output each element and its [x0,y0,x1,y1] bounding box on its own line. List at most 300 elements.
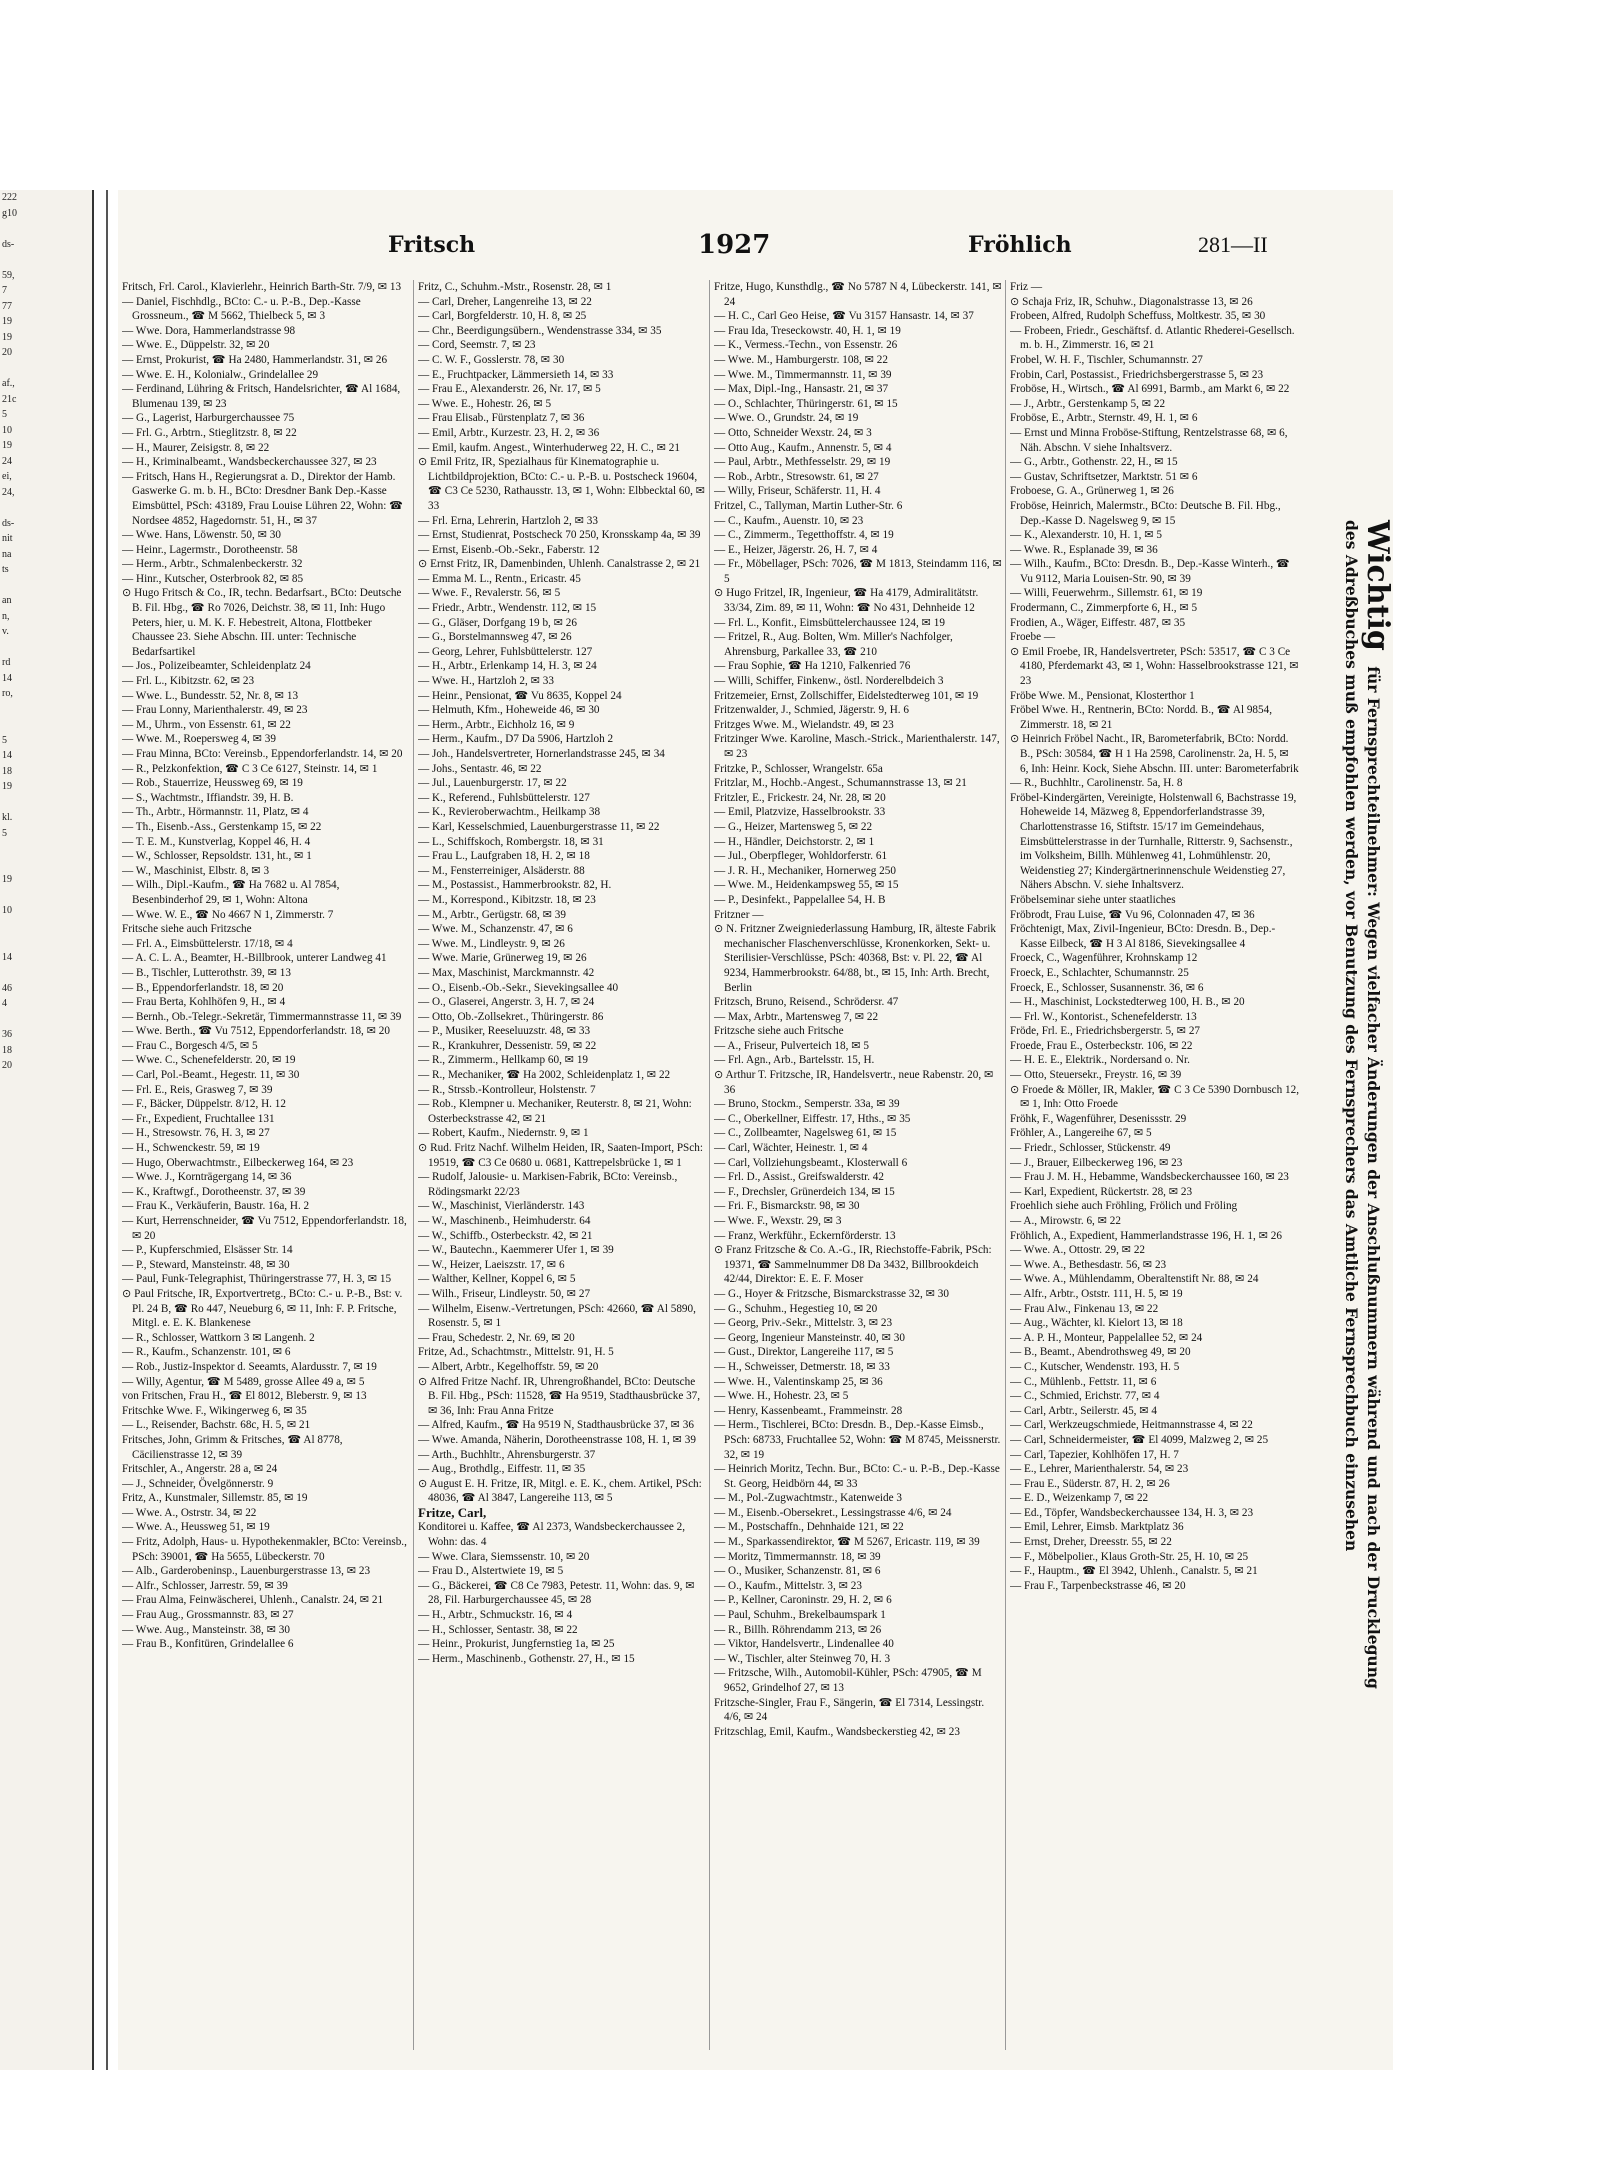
notice-line-2: des Adreßbuches muß empfohlen werden, vor Benutzung des Fernsprechers das Amtliche Fernsprechbuch einzusehen [1342,520,1361,1552]
directory-entry: — Carl, Borgfelderstr. 10, H. 8, ✉ 25 [418,310,587,323]
directory-entry: — Frau Sophie, ☎ Ha 1210, Falkenried 76 [714,660,911,673]
previous-page-fragment: 222 [2,192,17,203]
directory-entry: — M., Postassist., Hammerbrookstr. 82, H. [418,879,612,892]
directory-entry: — Fritzsche, Wilh., Automobil-Kühler, PSch: 47905, ☎ M 9652, Grindelhof 27, ✉ 13 [714,1667,982,1694]
directory-entry: — K., Kraftwgf., Dorotheenstr. 37, ✉ 39 [122,1185,306,1198]
directory-entry: — Hugo, Oberwachtmstr., Eilbeckerweg 164, ✉ 23 [122,1156,354,1169]
directory-entry: Froböse, Heinrich, Malermstr., BCto: Deutsche B. Fil. Hbg., Dep.-Kasse D. Nagelsweg 9, ✉ 15 [1010,499,1281,527]
previous-page-fragment: 19 [2,316,12,327]
directory-entry: — Heinr., Lagermstr., Dorotheenstr. 58 [122,543,298,556]
previous-page-fragment: 18 [2,1044,12,1056]
directory-entry: — Alb., Garderobeninsp., Lauenburgerstrasse 13, ✉ 23 [122,1565,371,1578]
directory-entry: — Frl. L., Kibitzstr. 62, ✉ 23 [122,675,255,688]
directory-entry: — Wwe. M., Lindleystr. 9, ✉ 26 [418,937,565,950]
directory-entry: — Wwe. A., Heussweg 51, ✉ 19 [122,1521,270,1534]
column-3 [714,280,1006,2050]
directory-entry: — C., Kutscher, Wendenstr. 193, H. 5 [1010,1360,1180,1373]
previous-page-fragment: 24 [2,455,12,467]
directory-entry: ⊙ Rud. Fritz Nachf. Wilhelm Heiden, IR, Saaten-Import, PSch: 19519, ☎ C3 Ce 0680 u. 0681, Kattrepelsbrücke 1, ✉ 1 [418,1142,703,1169]
directory-entry: — Ernst, Dreher, Dreesstr. 55, ✉ 22 [1010,1536,1172,1549]
previous-page-fragment: 5 [2,734,7,746]
directory-entry: — Bernh., Ob.-Telegr.-Sekretär, Timmermannstrasse 11, ✉ 39 [122,1010,402,1023]
directory-entry: — Joh., Handelsvertreter, Hornerlandstrasse 245, ✉ 34 [418,748,665,760]
directory-entry: — Arth., Buchhltr., Ahrensburgerstr. 37 [418,1448,596,1461]
directory-entry: — Wwe. F., Revalerstr. 56, ✉ 5 [418,587,561,600]
directory-entry: Fritzges Wwe. M., Wielandstr. 49, ✉ 23 [714,718,894,731]
directory-entry: Froede, Frau E., Osterbeckstr. 106, ✉ 22 [1010,1039,1193,1052]
directory-entry: — Daniel, Fischhdlg., BCto: C.- u. P.-B., Dep.-Kasse Grossneum., ☎ M 5662, Thielbeck 5, ✉ 3 [122,295,361,323]
directory-entry: — Frau E., Alexanderstr. 26, Nr. 17, ✉ 5 [418,383,601,396]
directory-entry: — W., Schiffb., Osterbeckstr. 42, ✉ 21 [418,1229,593,1242]
directory-entry: ⊙ Ernst Fritz, IR, Damenbinden, Uhlenh. Canalstrasse 2, ✉ 21 [418,558,701,571]
directory-entry: — G., Arbtr., Gothenstr. 22, H., ✉ 15 [1010,456,1178,469]
directory-entry: — H. E. E., Elektrik., Nordersand o. Nr. [1010,1054,1190,1067]
previous-page-fragment: af., [2,378,15,389]
previous-page-fragment: 5 [2,827,7,839]
directory-entry: — Wwe. A., Ostrstr. 34, ✉ 22 [122,1506,257,1519]
directory-entry: — Frl. W., Kontorist., Schenefelderstr. 13 [1010,1010,1197,1023]
directory-entry: — Wwe. Dora, Hammerlandstrasse 98 [122,324,296,337]
directory-entry: — Willy, Friseur, Schäferstr. 11, H. 4 [714,485,881,498]
previous-page-fragment: ei, [2,471,12,482]
directory-entry: — Robert, Kaufm., Niedernstr. 9, ✉ 1 [418,1127,589,1140]
directory-entry: — Wwe. J., Kornträgergang 14, ✉ 36 [122,1171,292,1184]
directory-entry: — L., Schiffskoch, Rombergstr. 18, ✉ 31 [418,835,604,848]
previous-page-fragment: 10 [2,905,12,916]
directory-entry: — F., Bäcker, Düppelstr. 8/12, H. 12 [122,1098,286,1111]
previous-page-fragment: 36 [2,1029,12,1040]
directory-entry: ⊙ Emil Froebe, IR, Handelsvertreter, PSch: 53517, ☎ C 3 Ce 4180, Pferdemarkt 43, ✉ 1, Wohn: Hasselbrookstrasse 121, ✉ 23 [1010,645,1299,688]
directory-entry: — Karl, Expedient, Rückertstr. 28, ✉ 23 [1010,1185,1193,1198]
directory-entry: — Wwe. M., Timmermannstr. 11, ✉ 39 [714,368,892,381]
notice-title: Wichtig [1360,520,1395,651]
directory-entry: — Franz, Werkführ., Eckernförderstr. 13 [714,1229,896,1242]
directory-entry: — C., Zimmerm., Tegetthoffstr. 4, ✉ 19 [714,529,894,542]
directory-entry: — Wwe. C., Schenefelderstr. 20, ✉ 19 [122,1054,296,1067]
directory-entry: Fritsch, Frl. Carol., Klavierlehr., Heinrich Barth-Str. 7/9, ✉ 13 [122,281,402,293]
directory-entry: — Willi, Feuerwehrm., Sillemstr. 61, ✉ 19 [1010,587,1203,600]
directory-columns [122,280,1304,2050]
directory-entry: ⊙ Alfred Fritze Nachf. IR, Uhrengroßhandel, BCto: Deutsche B. Fil. Hbg., PSch: 11528, ☎ Ha 9519, Stadthausbrücke 37, ✉ 36, Inh: Frau Anna Fritze [418,1375,701,1417]
directory-entry: ⊙ N. Fritzner Zweigniederlassung Hamburg, IR, älteste Fabrik mechanischer Flaschenverschlüsse, Kronenkorken, Sekt- u. Sterilisier-Verschlüsse, PSch: 40368, Bst: v. Pl. 22, ☎ Al 9234, Hammerbrookstr. 64/88, bt., ✉ 15, Inh: Arth. Brecht, Berlin [714,923,996,994]
directory-entry: — J., Arbtr., Gerstenkamp 5, ✉ 22 [1010,397,1166,410]
directory-entry: Fritzinger Wwe. Karoline, Masch.-Strick., Marienthalerstr. 147, ✉ 23 [714,733,1000,760]
directory-entry: — B., Eppendorferlandstr. 18, ✉ 20 [122,981,284,994]
directory-entry: — H., Schwenckestr. 59, ✉ 19 [122,1142,260,1155]
directory-entry: — P., Steward, Mansteinstr. 48, ✉ 30 [122,1258,290,1271]
directory-entry: — Cord, Seemstr. 7, ✉ 23 [418,339,536,352]
directory-entry: — K., Referend., Fuhlsbüttelerstr. 127 [418,791,590,804]
directory-entry: — Frau F., Tarpenbeckstrasse 46, ✉ 20 [1010,1579,1186,1592]
previous-page-fragment [0,500,92,516]
previous-page-fragment: an [2,595,12,606]
directory-entry: — Gustav, Schriftsetzer, Marktstr. 51 ✉ 6 [1010,470,1198,483]
directory-entry: ⊙ Arthur T. Fritzsche, IR, Handelsvertr., neue Rabenstr. 20, ✉ 36 [714,1069,994,1096]
directory-entry: ⊙ Froede & Möller, IR, Makler, ☎ C 3 Ce 5390 Dornbusch 12, ✉ 1, Inh: Otto Froede [1010,1083,1300,1111]
column-4 [1010,280,1302,2050]
directory-entry: ⊙ August E. H. Fritze, IR, Mitgl. e. E. K., chem. Artikel, PSch: 48036, ☎ Al 3847, Langereihe 113, ✉ 5 [418,1477,702,1505]
directory-entry: — Georg, Priv.-Sekr., Mittelstr. 3, ✉ 23 [714,1317,893,1330]
directory-entry: Froehlich siehe auch Fröhling, Frölich und Fröling [1010,1200,1238,1213]
directory-entry: — Aug., Brothdlg., Eiffestr. 11, ✉ 35 [418,1463,586,1476]
directory-entry: — Frau Alma, Feinwäscherei, Uhlenh., Canalstr. 24, ✉ 21 [122,1594,384,1607]
directory-entry: Fritzlar, M., Hochb.-Angest., Schumannstrasse 13, ✉ 21 [714,777,967,790]
directory-entry: Konditorei u. Kaffee, ☎ Al 2373, Wandsbeckerchaussee 2, Wohn: das. 4 [418,1521,686,1549]
directory-entry: — Wwe. M., Roepersweg 4, ✉ 39 [122,733,276,746]
directory-entry: — J., Schneider, Övelgönnerstr. 9 [122,1477,274,1490]
directory-entry: Fritzemeier, Ernst, Zollschiffer, Eidelstedterweg 101, ✉ 19 [714,689,979,702]
directory-entry: — Frl. Agn., Arb., Bartelsstr. 15, H. [714,1054,875,1067]
previous-page-fragment: 10 [2,424,12,436]
directory-entry: — Kurt, Herrenschneider, ☎ Vu 7512, Eppendorferlandstr. 18, ✉ 20 [122,1215,407,1242]
directory-entry: — Frau E., Süderstr. 87, H. 2, ✉ 26 [1010,1477,1170,1490]
directory-entry: — P., Kupferschmied, Elsässer Str. 14 [122,1244,293,1257]
directory-entry: — Rob., Justiz-Inspektor d. Seeamts, Alardusstr. 7, ✉ 19 [122,1360,377,1373]
directory-entry: — Wwe. R., Esplanade 39, ✉ 36 [1010,543,1158,556]
directory-entry: — F., Möbelpolier., Klaus Groth-Str. 25, H. 10, ✉ 25 [1010,1550,1249,1563]
directory-entry: — W., Maschinist, Vierländerstr. 143 [418,1200,585,1213]
page-gutter [106,190,108,2070]
directory-entry: — W., Maschinist, Elbstr. 8, ✉ 3 [122,864,270,877]
directory-entry: — R., Zimmerm., Hellkamp 60, ✉ 19 [418,1054,589,1067]
directory-entry: — Wwe. Hans, Löwenstr. 50, ✉ 30 [122,529,281,542]
directory-entry: Fritzenwalder, J., Schmied, Jägerstr. 9, H. 6 [714,704,909,717]
previous-page-fragment: 18 [2,765,12,777]
directory-entry: — H., Stresowstr. 76, H. 3, ✉ 27 [122,1127,270,1140]
directory-entry: — W., Maschinenb., Heimhuderstr. 64 [418,1215,591,1227]
directory-entry: — Frau D., Alstertwiete 19, ✉ 5 [418,1565,564,1578]
directory-entry: — Wilh., Kaufm., BCto: Dresdn. B., Dep.-Kasse Winterh., ☎ Vu 9112, Maria Louisen-Str. 90, ✉ 39 [1010,558,1290,585]
directory-entry: Fröde, Frl. E., Friedrichsbergerstr. 5, ✉ 27 [1010,1025,1201,1038]
directory-entry: — Ernst, Studienrat, Postscheck 70 250, Kronsskamp 4a, ✉ 39 [418,529,701,542]
directory-entry: Fröchtenigt, Max, Zivil-Ingenieur, BCto: Dresdn. B., Dep.-Kasse Eilbeck, ☎ H 3 Al 8186, Sievekingsallee 4 [1010,923,1276,950]
directory-entry: — Frl. D., Assist., Greifswalderstr. 42 [714,1171,884,1184]
directory-entry: — Frau Minna, BCto: Vereinsb., Eppendorferlandstr. 14, ✉ 20 [122,748,403,760]
directory-entry: — Ernst, Prokurist, ☎ Ha 2480, Hammerlandstr. 31, ✉ 26 [122,353,388,366]
directory-entry: — Wwe. E., Düppelstr. 32, ✉ 20 [122,339,270,352]
directory-entry: Fritzschlag, Emil, Kaufm., Wandsbeckerstieg 42, ✉ 23 [714,1725,960,1738]
directory-entry: — Frau C., Borgesch 4/5, ✉ 5 [122,1039,258,1052]
directory-entry: Froböse, H., Wirtsch., ☎ Al 6991, Barmb., am Markt 6, ✉ 22 [1010,383,1290,396]
directory-entry: — Gust., Direktor, Langereihe 117, ✉ 5 [714,1346,894,1359]
directory-entry: — Heinrich Moritz, Techn. Bur., BCto: C.- u. P.-B., Dep.-Kasse St. Georg, Heidbörn 44, ✉ 33 [714,1463,1000,1490]
directory-entry: Fröbe Wwe. M., Pensionat, Klosterthor 1 [1010,689,1195,702]
directory-entry: — Th., Arbtr., Hörmannstr. 11, Platz, ✉ 4 [122,806,309,819]
directory-entry: — Max, Dipl.-Ing., Hansastr. 21, ✉ 37 [714,383,889,396]
directory-entry: — R., Billh. Röhrendamm 213, ✉ 26 [714,1623,882,1636]
directory-entry: — C., Kaufm., Auenstr. 10, ✉ 23 [714,514,864,527]
directory-entry: — Wwe. M., Heidenkampsweg 55, ✉ 15 [714,879,899,892]
directory-entry: — Carl, Vollziehungsbeamt., Klosterwall 6 [714,1156,908,1169]
directory-entry: — Th., Eisenb.-Ass., Gerstenkamp 15, ✉ 22 [122,820,322,833]
directory-entry: ⊙ Heinrich Fröbel Nacht., IR, Barometerfabrik, BCto: Nordd. B., PSch: 30584, ☎ H 1 Ha 2598, Carolinenstr. 2a, H. 5, ✉ 6, Inh: Heinr. Kock, Siehe Abschn. III. unter: Barometerfabrik [1010,733,1299,775]
directory-entry: — Ernst, Eisenb.-Ob.-Sekr., Faberstr. 12 [418,543,600,556]
directory-entry: — R., Kaufm., Schanzenstr. 101, ✉ 6 [122,1346,291,1359]
directory-entry: — H., Arbtr., Schmuckstr. 16, ✉ 4 [418,1609,573,1622]
directory-entry: Fröhlich, A., Expedient, Hammerlandstrasse 196, H. 1, ✉ 26 [1010,1229,1282,1242]
directory-entry: — B., Beamt., Abendrothsweg 49, ✉ 20 [1010,1346,1191,1359]
directory-entry: Fröhk, F., Wagenführer, Desenissstr. 29 [1010,1112,1187,1125]
directory-entry: — G., Borstelmannsweg 47, ✉ 26 [418,631,572,644]
directory-entry: Frodermann, C., Zimmerpforte 6, H., ✉ 5 [1010,602,1198,615]
directory-entry: — Wwe. L., Bundesstr. 52, Nr. 8, ✉ 13 [122,689,299,702]
directory-entry: — Willi, Schiffer, Finkenw., östl. Norderelbdeich 3 [714,675,944,688]
directory-entry: Fritze, Hugo, Kunsthdlg., ☎ No 5787 N 4, Lübeckerstr. 141, ✉ 24 [714,281,1002,308]
directory-entry: — Wwe. A., Bethesdastr. 56, ✉ 23 [1010,1258,1167,1271]
directory-entry: — A. P. H., Monteur, Pappelallee 52, ✉ 24 [1010,1331,1203,1344]
directory-entry: ⊙ Franz Fritzsche & Co. A.-G., IR, Riechstoffe-Fabrik, PSch: 19371, ☎ Sammelnummer D8 Da 3432, Billbrookdeich 42/44, Direktor: E. E. F. Moser [714,1244,992,1286]
directory-entry: Fröbel Wwe. H., Rentnerin, BCto: Nordd. B., ☎ Al 9854, Zimmerstr. 18, ✉ 21 [1010,704,1273,731]
directory-entry: — Emil, Lehrer, Eimsb. Marktplatz 36 [1010,1521,1184,1534]
previous-page-fragment: 19 [2,781,12,792]
directory-entry: Frobel, W. H. F., Tischler, Schumannstr. 27 [1010,353,1203,366]
directory-entry: Froebe — [1010,631,1056,644]
directory-entry: — Paul, Schuhm., Brekelbaumspark 1 [714,1609,886,1622]
directory-entry: — Frau Aug., Grossmannstr. 83, ✉ 27 [122,1609,294,1622]
directory-entry: — Frau Lonny, Marienthalerstr. 49, ✉ 23 [122,704,308,717]
directory-entry: — Carl, Schneidermeister, ☎ El 4099, Malzweg 2, ✉ 25 [1010,1433,1269,1446]
previous-page-fragment: 14 [2,951,12,963]
directory-entry: Froeck, C., Wagenführer, Krohnskamp 12 [1010,952,1198,965]
directory-entry: — Fr., Möbellager, PSch: 7026, ☎ M 1813, Steindamm 116, ✉ 5 [714,558,1002,585]
directory-entry: Fritzler, E., Frickestr. 24, Nr. 28, ✉ 20 [714,791,886,804]
directory-entry: — P., Desinfekt., Pappelallee 54, H. B [714,893,886,906]
directory-entry: — H., Maurer, Zeisigstr. 8, ✉ 22 [122,441,270,454]
directory-entry: — Wwe. Berth., ☎ Vu 7512, Eppendorferlandstr. 18, ✉ 20 [122,1025,390,1038]
directory-entry: — J. R. H., Mechaniker, Hornerweg 250 [714,864,896,877]
directory-entry: — Wwe. E., Hohestr. 26, ✉ 5 [418,397,552,410]
vertical-notice [1308,520,1395,2040]
previous-page-fragment: rd [2,657,11,668]
directory-entry: — Viktor, Handelsvertr., Lindenallee 40 [714,1638,894,1651]
directory-entry: — G., Hoyer & Fritzsche, Bismarckstrasse 32, ✉ 30 [714,1287,949,1300]
directory-entry: — Frau Ida, Treseckowstr. 40, H. 1, ✉ 19 [714,324,901,337]
directory-entry: — C., Mühlenb., Fettstr. 11, ✉ 6 [1010,1375,1157,1388]
directory-entry: — Alfred, Kaufm., ☎ Ha 9519 N, Stadthausbrücke 37, ✉ 36 [418,1419,694,1432]
directory-entry: Fröhler, A., Langereihe 67, ✉ 5 [1010,1127,1152,1140]
directory-entry: — Wwe. H., Hartzloh 2, ✉ 33 [418,675,554,688]
previous-page-fragment [0,578,92,594]
directory-entry: — R., Strssb.-Kontrolleur, Holstenstr. 7 [418,1083,596,1096]
directory-entry: — M., Sparkassendirektor, ☎ M 5267, Ericastr. 119, ✉ 39 [714,1536,980,1549]
directory-entry: — Ed., Töpfer, Wandsbeckerchaussee 134, H. 3, ✉ 23 [1010,1506,1254,1519]
previous-page-fragment [0,717,92,733]
directory-entry: — H. C., Carl Geo Heise, ☎ Vu 3157 Hansastr. 14, ✉ 37 [714,310,974,323]
directory-entry: Fritz, C., Schuhm.-Mstr., Rosenstr. 28, ✉ 1 [418,281,612,293]
directory-entry: Fritzsche-Singler, Frau F., Sängerin, ☎ El 7314, Lessingstr. 4/6, ✉ 24 [714,1696,985,1724]
previous-page-fragment [0,965,92,981]
directory-entry: — Max, Arbtr., Martensweg 7, ✉ 22 [714,1010,879,1023]
header-year: 1927 [698,230,771,260]
previous-page-fragment: 24, [2,486,15,498]
directory-entry: — Frau Alw., Finkenau 13, ✉ 22 [1010,1302,1159,1315]
directory-entry: — W., Schlosser, Repsoldstr. 131, ht., ✉ 1 [122,850,312,863]
directory-entry: — Wwe. Aug., Mansteinstr. 38, ✉ 30 [122,1623,290,1636]
previous-page-fragment: ds- [2,238,15,250]
directory-entry: Fritzke, P., Schlosser, Wrangelstr. 65a [714,762,883,775]
previous-page-fragment: 4 [2,998,7,1009]
directory-entry: — Willy, Agentur, ☎ M 5489, grosse Allee 49 a, ✉ 5 [122,1375,365,1388]
directory-entry: — E. D., Weizenkamp 7, ✉ 22 [1010,1492,1149,1505]
directory-entry: Fröbel-Kindergärten, Vereinigte, Holstenwall 6, Bachstrasse 19, Hoheweide 14, Mäzweg 8, Eppendorferlandstrasse 39, Charlottenstrasse 16, Stiftstr. 15/17 im Gemeindehaus, Eimsbüttelerstrasse in der Turnhalle, Ritterstr. 9, Sachsenstr., im Volksheim, Billh. Mühlenweg 41, Lohmühlenstr. 20, Weidenstieg 27; Kindergärtnerinnenschule Weidenstieg 27, Nähers Abschn. V. siehe Inhaltsverz. [1010,791,1297,892]
directory-entry: — C., Schmied, Erichstr. 77, ✉ 4 [1010,1390,1160,1403]
directory-entry: — Frl. G., Arbtrn., Stieglitzstr. 8, ✉ 22 [122,426,297,439]
directory-entry: — Carl, Wächter, Heinestr. 1, ✉ 4 [714,1142,868,1155]
directory-entry: — C., Zollbeamter, Nagelsweg 61, ✉ 15 [714,1127,897,1140]
directory-entry: ⊙ Emil Fritz, IR, Spezialhaus für Kinematographie u. Lichtbildprojektion, BCto: C.- u. P.-B. u. Postscheck 19604, ☎ C3 Ce 5230, Rathausstr. 13, ✉ 1, Wohn: Elbbecktal 60, ✉ 33 [418,456,706,512]
directory-entry: — Wilhelm, Eisenw.-Vertretungen, PSch: 42660, ☎ Al 5890, Rosenstr. 5, ✉ 1 [418,1302,696,1330]
directory-entry: — Otto, Steuersekr., Freystr. 16, ✉ 39 [1010,1069,1182,1082]
directory-entry: — M., Postschaffn., Dehnhaide 121, ✉ 22 [714,1521,904,1534]
directory-entry: — Emma M. L., Rentn., Ericastr. 45 [418,572,581,585]
directory-entry: — Frau B., Konfitüren, Grindelallee 6 [122,1638,294,1651]
previous-page-fragment [0,1012,92,1028]
directory-entry: — Otto, Ob.-Zollsekret., Thüringerstr. 86 [418,1010,604,1023]
directory-entry: — Karl, Kesselschmied, Lauenburgerstrasse 11, ✉ 22 [418,820,660,833]
directory-entry: Fritschke Wwe. F., Wikingerweg 6, ✉ 35 [122,1404,307,1417]
previous-page-fragment: 20 [2,347,12,358]
previous-page-fragment [0,361,92,377]
previous-page-fragment: 21c [2,393,17,405]
directory-entry: ⊙ Schaja Friz, IR, Schuhw., Diagonalstrasse 13, ✉ 26 [1010,295,1253,308]
directory-entry: — K., Revieroberwachtm., Heilkamp 38 [418,806,601,819]
directory-entry: — Wwe. M., Hamburgerstr. 108, ✉ 22 [714,353,888,366]
directory-entry: — Alfr., Arbtr., Oststr. 111, H. 5, ✉ 19 [1010,1287,1183,1300]
directory-entry: Fröbelseminar siehe unter staatliches [1010,893,1176,906]
directory-entry: — Heinr., Prokurist, Jungfernstieg 1a, ✉ 25 [418,1638,615,1651]
directory-entry: — Wwe. Clara, Siemssenstr. 10, ✉ 20 [418,1550,590,1563]
directory-entry: — Fri. F., Bismarckstr. 98, ✉ 30 [714,1200,860,1213]
bottom-margin [0,2070,1600,2177]
directory-entry: — Frau L., Laufgraben 18, H. 2, ✉ 18 [418,850,590,863]
directory-entry: — Walther, Kellner, Koppel 6, ✉ 5 [418,1273,576,1286]
directory-entry: — Jul., Oberpfleger, Wohldorferstr. 61 [714,850,888,863]
directory-entry: — Herm., Kaufm., D7 Da 5906, Hartzloh 2 [418,733,614,746]
page-header [118,190,1393,270]
directory-entry: — Albert, Arbtr., Kegelhoffstr. 59, ✉ 20 [418,1360,599,1373]
directory-entry: von Fritschen, Frau H., ☎ El 8012, Bleberstr. 9, ✉ 13 [122,1390,367,1403]
previous-page-fragment: 46 [2,982,12,994]
directory-entry: — Herm., Tischlerei, BCto: Dresdn. B., Dep.-Kasse Eimsb., PSch: 68733, Fruchtallee 52, Wohn: ☎ M 8745, Meissnerstr. 32, ✉ 19 [714,1419,1001,1461]
directory-entry: — Carl, Tapezier, Kohlhöfen 17, H. 7 [1010,1448,1179,1461]
directory-entry: — W., Bautechn., Kaemmerer Ufer 1, ✉ 39 [418,1244,614,1257]
directory-entry: Fritzel, C., Tallyman, Martin Luther-Str. 6 [714,499,903,512]
directory-entry: — R., Buchhltr., Carolinenstr. 5a, H. 8 [1010,777,1183,790]
directory-entry: — Frau K., Verkäuferin, Baustr. 16a, H. 2 [122,1200,310,1213]
previous-page-fragment [0,888,92,904]
directory-entry: — Carl, Pol.-Beamt., Hegestr. 11, ✉ 30 [122,1069,300,1082]
directory-entry: — Hinr., Kutscher, Osterbrook 82, ✉ 85 [122,572,304,585]
directory-entry: Froböse, E., Arbtr., Sternstr. 49, H. 1, ✉ 6 [1010,412,1198,425]
directory-entry: — A., Friseur, Pulverteich 18, ✉ 5 [714,1039,869,1052]
directory-entry: — Georg, Ingenieur Mansteinstr. 40, ✉ 30 [714,1331,905,1344]
directory-entry: — Rob., Stauerrize, Heussweg 69, ✉ 19 [122,777,303,790]
directory-entry: — Otto Aug., Kaufm., Annenstr. 5, ✉ 4 [714,441,892,454]
previous-page-fragment: na [2,548,12,560]
directory-entry: — Helmuth, Kfm., Hoheweide 46, ✉ 30 [418,704,600,717]
directory-page [118,190,1393,2070]
directory-entry: ⊙ Paul Fritsche, IR, Exportvertretg., BCto: C.- u. P.-B., Bst: v. Pl. 24 B, ☎ Ro 447, Neueburg 6, ✉ 11, Inh: F. P. Fritsche, Mitgl. e. E. K. Blankenese [122,1287,403,1330]
directory-entry: — G., Bäckerei, ☎ C8 Ce 7983, Petestr. 11, Wohn: das. 9, ✉ 28, Fil. Harburgerchaussee 45, ✉ 28 [418,1579,695,1607]
directory-entry: — P., Musiker, Reeseluuzstr. 48, ✉ 33 [418,1025,591,1038]
header-first-name: Fritsch [388,232,476,258]
directory-entry: — Friedr., Arbtr., Wendenstr. 112, ✉ 15 [418,602,597,615]
directory-entry: — Carl, Dreher, Langenreihe 13, ✉ 22 [418,295,592,308]
directory-entry: — Wwe. A., Mühlendamm, Oberaltenstift Nr. 88, ✉ 24 [1010,1273,1259,1286]
directory-entry: — Emil, Platzvize, Hasselbrookstr. 33 [714,806,886,819]
directory-entry: — Henry, Kassenbeamt., Frammeinstr. 28 [714,1404,903,1417]
directory-entry: — Rudolf, Jalousie- u. Markisen-Fabrik, BCto: Vereinsb., Rödingsmarkt 22/23 [418,1171,678,1198]
directory-entry: — Frl. L., Konfit., Eimsbüttelerchaussee 124, ✉ 19 [714,616,945,629]
directory-entry: — R., Krankuhrer, Dessenistr. 59, ✉ 22 [418,1039,597,1052]
directory-entry: — A. C. L. A., Beamter, H.-Billbrook, unterer Landweg 41 [122,952,387,965]
previous-page-fragment: 7 [2,285,7,296]
directory-entry: — Alfr., Schlosser, Jarrestr. 59, ✉ 39 [122,1579,288,1592]
directory-entry: Froeck, E., Schlachter, Schumannstr. 25 [1010,966,1189,979]
directory-entry: — Paul, Arbtr., Methfesselstr. 29, ✉ 19 [714,456,891,469]
directory-entry: — G., Heizer, Martensweg 5, ✉ 22 [714,820,873,833]
directory-entry: — M., Uhrm., von Essenstr. 61, ✉ 22 [122,718,291,731]
directory-entry: — Fritsch, Hans H., Regierungsrat a. D., Direktor der Hamb. Gaswerke G. m. b. H., BCto: Dresdner Bank Dep.-Kasse Eimsbüttel, PSch: 43189, Frau Louise Lühren 22, Wohn: ☎ Nordsee 4852, Hagedornstr. 51, H., ✉ 37 [122,470,404,527]
directory-entry: — Frau Elisab., Fürstenplatz 7, ✉ 36 [418,412,585,425]
directory-entry: ⊙ Hugo Fritsch & Co., IR, techn. Bedarfsart., BCto: Deutsche B. Fil. Hbg., ☎ Ro 7026, Deichstr. 38, ✉ 11, Inh: Hugo Peters, hier, u. M. K. F. Hebestreit, Altona, Flottbeker Chaussee 23. Siehe Abschn. III. unter: Technische Bedarfsartikel [122,587,402,658]
directory-entry: — Ferdinand, Lühring & Fritsch, Handelsrichter, ☎ Al 1684, Blumenau 139, ✉ 23 [122,383,401,410]
directory-entry: — Herm., Maschinenb., Gothenstr. 27, H., ✉ 15 [418,1652,635,1665]
previous-page-fragment: g10 [2,207,17,219]
directory-entry: — O., Kaufm., Mittelstr. 3, ✉ 23 [714,1579,862,1592]
previous-page-edge [0,190,94,2070]
directory-entry: Fritsche siehe auch Fritzsche [122,923,252,936]
directory-entry: — Carl, Arbtr., Seilerstr. 45, ✉ 4 [1010,1404,1158,1417]
previous-page-fragment [0,702,92,718]
directory-entry: — Frl. Erna, Lehrerin, Hartzloh 2, ✉ 33 [418,514,598,527]
previous-page-fragment [0,919,92,935]
previous-page-fragment: ts [2,564,9,575]
directory-entry: — O., Glaserei, Angerstr. 3, H. 7, ✉ 24 [418,996,595,1009]
previous-page-fragment: 20 [2,1060,12,1071]
directory-entry: — Emil, Arbtr., Kurzestr. 23, H. 2, ✉ 36 [418,426,600,439]
previous-page-fragment: 77 [2,300,12,312]
directory-entry: — Bruno, Stockm., Semperstr. 33a, ✉ 39 [714,1098,900,1111]
directory-entry: — C., Oberkellner, Eiffestr. 17, Hths., ✉ 35 [714,1112,911,1125]
directory-entry: — Wwe. A., Ottostr. 29, ✉ 22 [1010,1244,1146,1257]
directory-entry: — C. W. F., Gosslerstr. 78, ✉ 30 [418,353,565,366]
previous-page-fragment: nit [2,533,13,544]
directory-entry: — Wwe. O., Grundstr. 24, ✉ 19 [714,412,859,425]
directory-entry: Fritschler, A., Angerstr. 28 a, ✉ 24 [122,1463,278,1476]
previous-page-fragment: n, [2,610,10,622]
previous-page-fragment [0,857,92,873]
directory-entry: — Paul, Funk-Telegraphist, Thüringerstrasse 77, H. 3, ✉ 15 [122,1273,392,1286]
notice-line-1: für Fernsprechteilnehmer: Wegen vielfacher Änderungen der Anschlußnummern während und nach der Drucklegung [1364,666,1383,1689]
directory-entry: — M., Fensterreiniger, Alsäderstr. 88 [418,864,585,877]
directory-entry: — Wwe. H., Valentinskamp 25, ✉ 36 [714,1375,883,1388]
directory-entry: Froboese, G. A., Grünerweg 1, ✉ 26 [1010,485,1174,498]
directory-entry: — Wwe. E. H., Kolonialw., Grindelallee 29 [122,368,319,381]
directory-entry: — Carl, Werkzeugschmiede, Heitmannstrasse 4, ✉ 22 [1010,1419,1253,1432]
directory-entry: — Emil, kaufm. Angest., Winterhuderweg 22, H. C., ✉ 21 [418,441,680,454]
directory-entry: — R., Mechaniker, ☎ Ha 2002, Schleidenplatz 1, ✉ 22 [418,1069,671,1082]
directory-entry: — B., Tischler, Lutterothstr. 39, ✉ 13 [122,966,291,979]
previous-page-fragment: 14 [2,672,12,684]
previous-page-fragment [0,221,92,237]
directory-entry: — Otto, Schneider Wexstr. 24, ✉ 3 [714,426,872,439]
directory-entry: — R., Pelzkonfektion, ☎ C 3 Ce 6127, Steinstr. 14, ✉ 1 [122,762,378,775]
directory-entry: Fritzner — [714,908,764,921]
directory-entry: — H., Händler, Deichstorstr. 2, ✉ 1 [714,835,875,848]
directory-entry: — J., Brauer, Eilbeckerweg 196, ✉ 23 [1010,1156,1183,1169]
directory-entry: — E., Fruchtpacker, Lämmersieth 14, ✉ 33 [418,368,614,381]
